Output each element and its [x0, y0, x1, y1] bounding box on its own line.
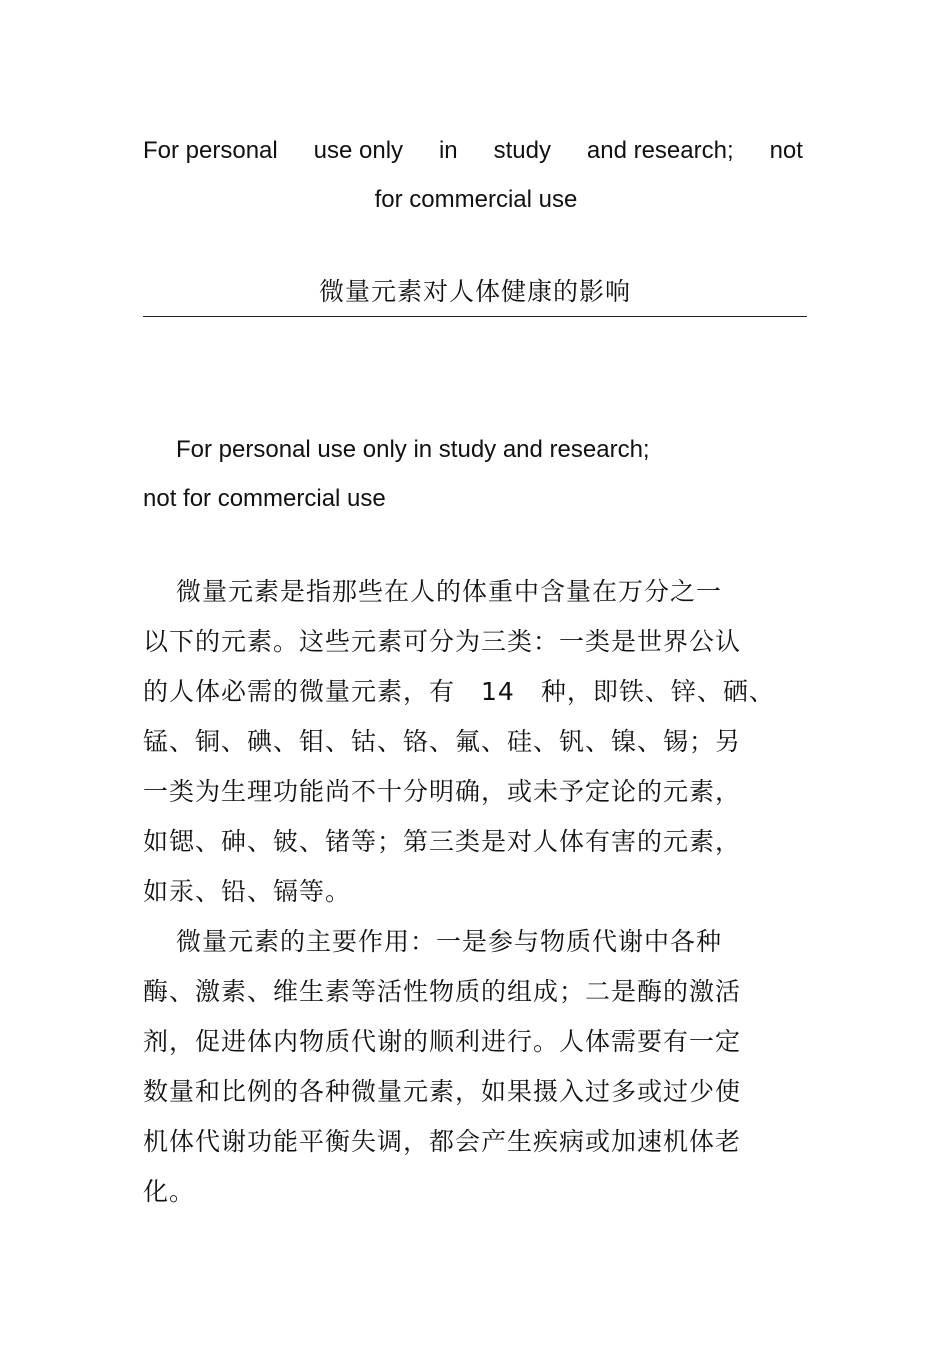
paragraph-line: 化。: [143, 1177, 196, 1206]
header-note-word: use only: [313, 137, 404, 164]
paragraph-line: 的人体必需的微量元素，有 14 种，即铁、锌、硒、: [143, 677, 775, 706]
header-note-line-2: for commercial use: [374, 186, 578, 213]
title-underline-divider: [143, 316, 807, 317]
paragraph-trace-elements-definition: [143, 567, 783, 917]
header-note-word: study: [493, 137, 551, 164]
header-note-word: and research;: [586, 137, 734, 164]
paragraph-line: 数量和比例的各种微量元素，如果摄入过多或过少使: [143, 1077, 742, 1106]
header-usage-note: [143, 126, 803, 224]
header-note-word: For personal: [143, 137, 278, 164]
usage-notice-line-1: For personal use only in study and research;: [176, 436, 650, 463]
paragraph-line: 微量元素是指那些在人的体重中含量在万分之一: [176, 577, 723, 606]
paragraph-line: 锰、铜、碘、钼、钴、铬、氟、硅、钒、镍、锡；另: [143, 727, 742, 756]
paragraph-line: 以下的元素。这些元素可分为三类：一类是世界公认: [143, 627, 742, 656]
header-note-line-1: [143, 126, 803, 175]
paragraph-trace-elements-function: [143, 917, 783, 1217]
usage-notice: [143, 425, 803, 523]
paragraph-line: 如锶、砷、铍、锗等；第三类是对人体有害的元素，: [143, 827, 742, 856]
paragraph-line: 一类为生理功能尚不十分明确，或未予定论的元素，: [143, 777, 742, 806]
usage-notice-line-2: not for commercial use: [143, 485, 386, 512]
paragraph-line: 酶、激素、维生素等活性物质的组成；二是酶的激活: [143, 977, 742, 1006]
header-note-word: not: [769, 137, 803, 164]
paragraph-line: 微量元素的主要作用：一是参与物质代谢中各种: [176, 927, 723, 956]
paragraph-line: 剂，促进体内物质代谢的顺利进行。人体需要有一定: [143, 1027, 742, 1056]
paragraph-line: 机体代谢功能平衡失调，都会产生疾病或加速机体老: [143, 1127, 742, 1156]
header-note-word: in: [438, 137, 458, 164]
document-title: 微量元素对人体健康的影响: [318, 277, 631, 306]
paragraph-line: 如汞、铅、镉等。: [143, 877, 352, 906]
